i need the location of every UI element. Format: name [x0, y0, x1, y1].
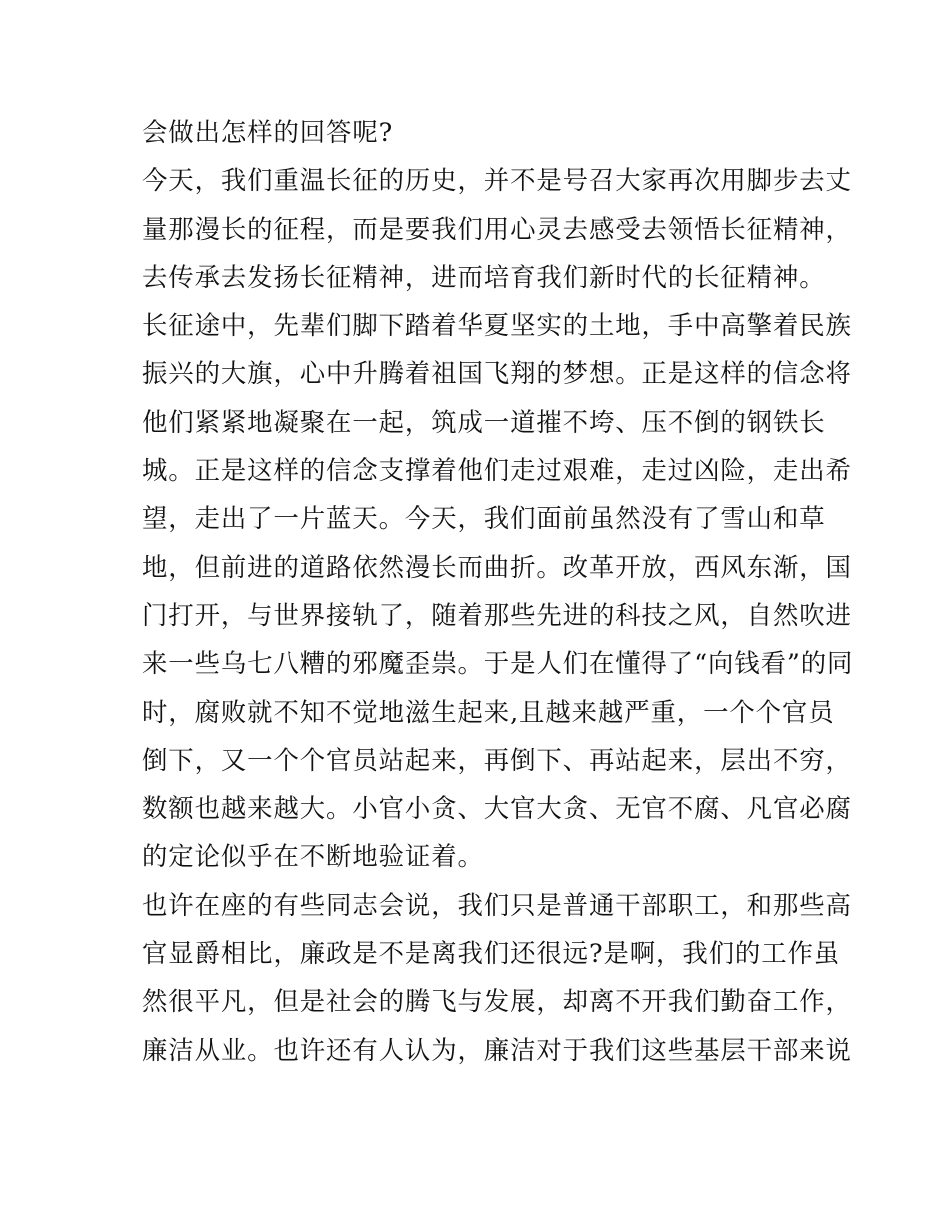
text-line: 来一些乌七八糟的邪魔歪祟。于是人们在懂得了“向钱看”的同 [142, 648, 854, 679]
text-line: 数额也越来越大。小官小贪、大官大贪、无官不腐、凡官必腐 [142, 793, 852, 824]
text-line: 倒下，又一个个官员站起来，再倒下、再站起来，层出不穷， [142, 744, 852, 775]
text-line: 地，但前进的道路依然漫长而曲折。改革开放，西风东渐，国 [142, 551, 852, 582]
text-line: 然很平凡，但是社会的腾飞与发展，却离不开我们勤奋工作， [142, 986, 852, 1017]
text-line: 长征途中，先辈们脚下踏着华夏坚实的土地，手中高擎着民族 [142, 310, 852, 341]
text-line: 量那漫长的征程，而是要我们用心灵去感受去领悟长征精神， [142, 213, 852, 244]
text-line: 官显爵相比，廉政是不是离我们还很远?是啊，我们的工作虽 [142, 938, 841, 969]
text-line: 振兴的大旗，心中升腾着祖国飞翔的梦想。正是这样的信念将 [142, 358, 852, 389]
text-line: 也许在座的有些同志会说，我们只是普通干部职工，和那些高 [142, 889, 852, 920]
text-line: 时，腐败就不知不觉地滋生起来,且越来越严重，一个个官员 [142, 696, 835, 727]
text-line: 今天，我们重温长征的历史，并不是号召大家再次用脚步去丈 [142, 165, 852, 196]
text-line: 廉洁从业。也许还有人认为，廉洁对于我们这些基层干部来说 [142, 1034, 852, 1065]
text-line: 会做出怎样的回答呢? [142, 117, 394, 147]
text-line: 去传承去发扬长征精神，进而培育我们新时代的长征精神。 [142, 261, 826, 292]
text-line: 门打开，与世界接轨了，随着那些先进的科技之风，自然吹进 [142, 599, 852, 630]
text-line: 望，走出了一片蓝天。今天，我们面前虽然没有了雪山和草 [142, 503, 826, 534]
body-text [142, 108, 854, 1074]
text-line: 的定论似乎在不断地验证着。 [142, 841, 484, 872]
text-line: 城。正是这样的信念支撑着他们走过艰难，走过凶险，走出希 [142, 455, 852, 486]
text-line: 他们紧紧地凝聚在一起，筑成一道摧不垮、压不倒的钢铁长 [142, 406, 826, 437]
